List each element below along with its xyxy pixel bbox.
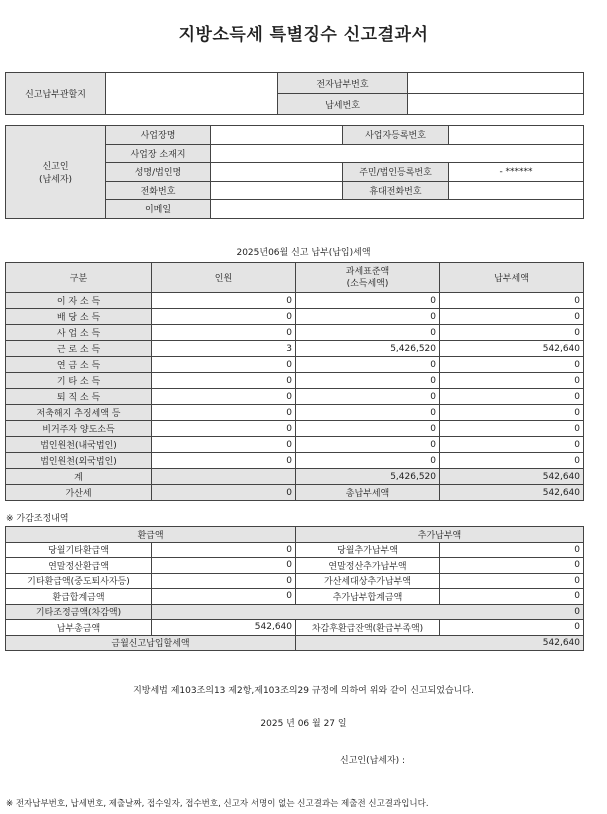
resident-no-value: - ****** bbox=[449, 163, 584, 182]
biz-addr-value bbox=[211, 144, 584, 163]
row-count: 0 bbox=[152, 453, 296, 469]
other-adjust-label: 기타조정금액(차감액) bbox=[6, 604, 152, 620]
row-base: 0 bbox=[296, 437, 440, 453]
row-base: 0 bbox=[296, 373, 440, 389]
adjust-right-value: 0 bbox=[440, 589, 584, 605]
report-date: 2025 년 06 월 27 일 bbox=[260, 719, 347, 729]
row-label: 사 업 소 득 bbox=[6, 325, 152, 341]
row-tax: 0 bbox=[440, 405, 584, 421]
balance-value: 0 bbox=[440, 620, 584, 636]
total-label: 계 bbox=[6, 469, 152, 485]
refund-header: 환급액 bbox=[6, 527, 296, 543]
row-count: 0 bbox=[152, 357, 296, 373]
adjust-right-label: 가산세대상추가납부액 bbox=[296, 573, 440, 589]
adjust-left-label: 환급합계금액 bbox=[6, 589, 152, 605]
adjust-right-label: 추가납부합계금액 bbox=[296, 589, 440, 605]
biz-name-label: 사업장명 bbox=[106, 126, 211, 145]
office-value bbox=[106, 73, 278, 115]
adjust-right-value: 0 bbox=[440, 558, 584, 574]
row-base: 0 bbox=[296, 325, 440, 341]
taxpayer-section-label: 신고인 (납세자) bbox=[6, 126, 106, 219]
name-label: 성명/법인명 bbox=[106, 163, 211, 182]
adjust-left-value: 0 bbox=[152, 558, 296, 574]
adjust-caption: ※ 가감조정내역 bbox=[6, 514, 69, 524]
header-base: 과세표준액 (소득세액) bbox=[296, 263, 440, 293]
adjust-left-value: 0 bbox=[152, 589, 296, 605]
other-adjust-value: 0 bbox=[152, 604, 584, 620]
biz-addr-label: 사업장 소재지 bbox=[106, 144, 211, 163]
adjust-right-value: 0 bbox=[440, 573, 584, 589]
row-label: 퇴 직 소 득 bbox=[6, 389, 152, 405]
adjust-left-label: 기타환급액(중도퇴사자등) bbox=[6, 573, 152, 589]
biz-reg-no-label: 사업자등록번호 bbox=[343, 126, 449, 145]
row-label: 이 자 소 득 bbox=[6, 293, 152, 309]
footnote: ※ 전자납부번호, 납세번호, 제출날짜, 접수일자, 접수번호, 신고자 서명이 없는 신고결과는 제출전 신고결과입니다. bbox=[6, 799, 429, 809]
row-count: 0 bbox=[152, 421, 296, 437]
e-pay-no-value bbox=[408, 73, 584, 94]
adjust-right-label: 당월추가납부액 bbox=[296, 542, 440, 558]
total-count bbox=[152, 469, 296, 485]
row-base: 0 bbox=[296, 309, 440, 325]
row-count: 0 bbox=[152, 293, 296, 309]
mobile-label: 휴대전화번호 bbox=[343, 181, 449, 200]
row-count: 0 bbox=[152, 389, 296, 405]
row-label: 저축해지 추징세액 등 bbox=[6, 405, 152, 421]
header-category: 구분 bbox=[6, 263, 152, 293]
tax-no-value bbox=[408, 94, 584, 115]
row-base: 0 bbox=[296, 453, 440, 469]
phone-value bbox=[211, 181, 343, 200]
tax-no-label: 납세번호 bbox=[278, 94, 408, 115]
row-label: 법인원천(외국법인) bbox=[6, 453, 152, 469]
adjust-left-label: 연말정산환급액 bbox=[6, 558, 152, 574]
month-tax-value: 542,640 bbox=[296, 635, 584, 651]
total-tax: 542,640 bbox=[440, 469, 584, 485]
penalty-value: 0 bbox=[152, 485, 296, 501]
row-count: 3 bbox=[152, 341, 296, 357]
office-table bbox=[5, 72, 584, 115]
office-label: 신고납부관할지 bbox=[6, 73, 106, 115]
row-tax: 0 bbox=[440, 309, 584, 325]
row-label: 연 금 소 득 bbox=[6, 357, 152, 373]
biz-reg-no-value bbox=[449, 126, 584, 145]
taxpayer-table bbox=[5, 125, 584, 219]
adjust-right-value: 0 bbox=[440, 542, 584, 558]
row-tax: 0 bbox=[440, 293, 584, 309]
row-label: 법인원천(내국법인) bbox=[6, 437, 152, 453]
row-label: 비거주자 양도소득 bbox=[6, 421, 152, 437]
adjust-table bbox=[5, 526, 584, 651]
row-count: 0 bbox=[152, 405, 296, 421]
row-tax: 0 bbox=[440, 421, 584, 437]
row-count: 0 bbox=[152, 437, 296, 453]
adjust-left-value: 0 bbox=[152, 573, 296, 589]
grand-total-label: 총납부세액 bbox=[296, 485, 440, 501]
balance-label: 차감후환급잔액(환급부족액) bbox=[296, 620, 440, 636]
row-base: 0 bbox=[296, 293, 440, 309]
row-base: 5,426,520 bbox=[296, 341, 440, 357]
law-statement: 지방세법 제103조의13 제2항,제103조의29 규정에 의하여 위와 같이 신고되었습니다. bbox=[133, 686, 474, 696]
email-label: 이메일 bbox=[106, 200, 211, 219]
row-tax: 0 bbox=[440, 453, 584, 469]
adjust-left-label: 당월기타환급액 bbox=[6, 542, 152, 558]
row-label: 배 당 소 득 bbox=[6, 309, 152, 325]
row-count: 0 bbox=[152, 309, 296, 325]
month-tax-label: 금월신고납입할세액 bbox=[6, 635, 296, 651]
row-label: 근 로 소 득 bbox=[6, 341, 152, 357]
e-pay-no-label: 전자납부번호 bbox=[278, 73, 408, 94]
total-pay-label: 납부총금액 bbox=[6, 620, 152, 636]
summary-table bbox=[5, 262, 584, 501]
resident-no-label: 주민/법인등록번호 bbox=[343, 163, 449, 182]
phone-label: 전화번호 bbox=[106, 181, 211, 200]
row-count: 0 bbox=[152, 325, 296, 341]
header-count: 인원 bbox=[152, 263, 296, 293]
page-title: 지방소득세 특별징수 신고결과서 bbox=[178, 25, 429, 45]
row-tax: 542,640 bbox=[440, 341, 584, 357]
header-tax: 납부세액 bbox=[440, 263, 584, 293]
mobile-value bbox=[449, 181, 584, 200]
row-base: 0 bbox=[296, 405, 440, 421]
adjust-left-value: 0 bbox=[152, 542, 296, 558]
adjust-right-label: 연말정산추가납부액 bbox=[296, 558, 440, 574]
row-label: 기 타 소 득 bbox=[6, 373, 152, 389]
row-tax: 0 bbox=[440, 389, 584, 405]
row-count: 0 bbox=[152, 373, 296, 389]
extra-header: 추가납부액 bbox=[296, 527, 584, 543]
total-pay-value: 542,640 bbox=[152, 620, 296, 636]
signer-label: 신고인(납세자) : bbox=[340, 756, 406, 766]
row-tax: 0 bbox=[440, 325, 584, 341]
row-base: 0 bbox=[296, 421, 440, 437]
row-base: 0 bbox=[296, 357, 440, 373]
row-tax: 0 bbox=[440, 437, 584, 453]
total-base: 5,426,520 bbox=[296, 469, 440, 485]
row-base: 0 bbox=[296, 389, 440, 405]
email-value bbox=[211, 200, 584, 219]
biz-name-value bbox=[211, 126, 343, 145]
row-tax: 0 bbox=[440, 373, 584, 389]
penalty-label: 가산세 bbox=[6, 485, 152, 501]
row-tax: 0 bbox=[440, 357, 584, 373]
period-caption: 2025년06월 신고 납부(납입)세액 bbox=[236, 248, 371, 258]
name-value bbox=[211, 163, 343, 182]
grand-total-value: 542,640 bbox=[440, 485, 584, 501]
